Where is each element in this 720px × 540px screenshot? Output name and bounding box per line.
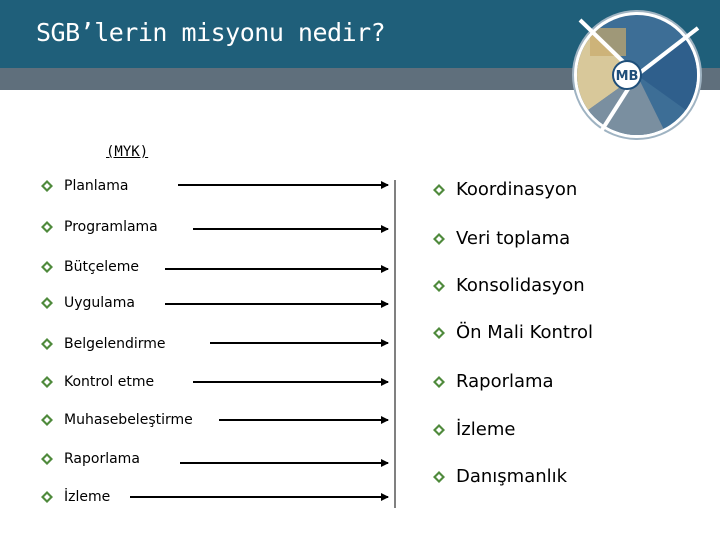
- left-item-programlama: [40, 219, 158, 235]
- right-item-label: Veri toplama: [456, 228, 571, 249]
- right-item-label: Danışmanlık: [456, 466, 568, 487]
- right-item-veri-toplama: [432, 228, 570, 249]
- diamond-bullet-icon: [40, 220, 54, 234]
- diamond-bullet-icon: [40, 296, 54, 310]
- right-item-izleme: [432, 419, 515, 440]
- diamond-bullet-icon: [40, 490, 54, 504]
- right-item-konsolidasyon: [432, 275, 585, 296]
- right-item-label: Konsolidasyon: [456, 275, 585, 296]
- diamond-bullet-icon: [40, 179, 54, 193]
- right-item-raporlama: [432, 371, 554, 392]
- left-item-label: Planlama: [64, 178, 129, 194]
- diamond-bullet-icon: [40, 375, 54, 389]
- left-item-label: Programlama: [64, 219, 158, 235]
- diamond-bullet-icon: [432, 375, 446, 389]
- diamond-bullet-icon: [432, 423, 446, 437]
- left-item-label: Kontrol etme: [64, 374, 155, 390]
- left-item-planlama: [40, 178, 128, 194]
- left-item-butceleme: [40, 259, 139, 275]
- right-item-label: Ön Mali Kontrol: [456, 322, 593, 343]
- left-item-label: İzleme: [64, 489, 111, 505]
- logo-text: MB: [615, 69, 639, 84]
- left-item-label: Bütçeleme: [64, 259, 140, 275]
- left-item-kontrol-etme: [40, 374, 154, 390]
- diamond-bullet-icon: [432, 326, 446, 340]
- left-item-label: Muhasebeleştirme: [64, 412, 193, 428]
- left-item-raporlama: [40, 451, 140, 467]
- left-item-izleme: [40, 489, 110, 505]
- left-item-uygulama: [40, 295, 135, 311]
- left-item-muhasebelestirme: [40, 412, 193, 428]
- diamond-bullet-icon: [432, 232, 446, 246]
- slide-subtitle: (MYK): [106, 144, 149, 160]
- right-item-koordinasyon: [432, 179, 577, 200]
- diamond-bullet-icon: [432, 183, 446, 197]
- diamond-bullet-icon: [40, 260, 54, 274]
- diamond-bullet-icon: [40, 337, 54, 351]
- diamond-bullet-icon: [40, 452, 54, 466]
- right-item-on-mali-kontrol: [432, 322, 593, 343]
- diamond-bullet-icon: [432, 470, 446, 484]
- right-item-label: İzleme: [456, 419, 516, 440]
- right-item-danismanlik: [432, 466, 567, 487]
- left-item-belgelendirme: [40, 336, 166, 352]
- right-item-label: Raporlama: [456, 371, 554, 392]
- diamond-bullet-icon: [40, 413, 54, 427]
- right-item-label: Koordinasyon: [456, 179, 578, 200]
- left-item-label: Uygulama: [64, 295, 135, 311]
- left-item-label: Belgelendirme: [64, 336, 166, 352]
- left-item-label: Raporlama: [64, 451, 140, 467]
- diamond-bullet-icon: [432, 279, 446, 293]
- logo: [570, 8, 704, 142]
- slide-title: SGB’lerin misyonu nedir?: [36, 18, 386, 47]
